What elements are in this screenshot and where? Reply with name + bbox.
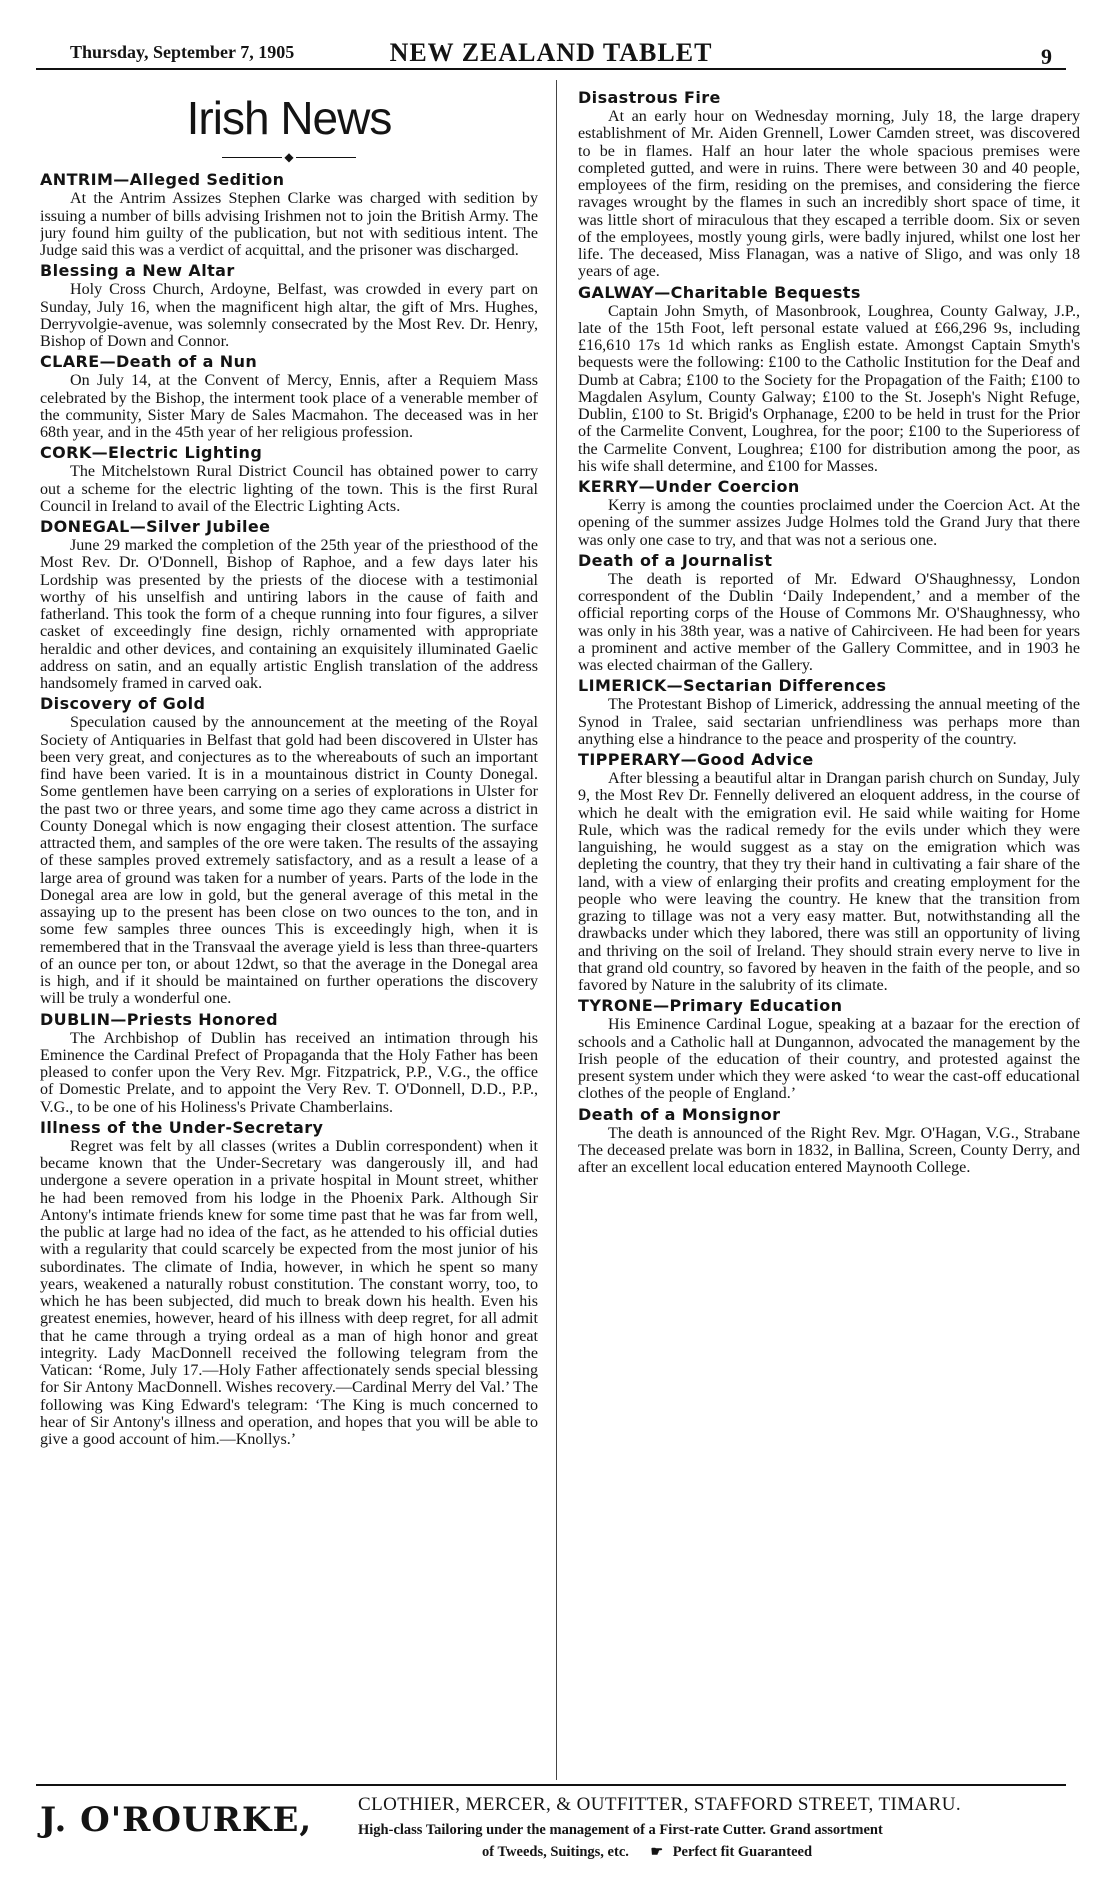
article-heading: DONEGAL—Silver Jubilee xyxy=(40,517,271,537)
article xyxy=(40,170,538,259)
article-heading: ANTRIM—Alleged Sedition xyxy=(40,170,285,190)
diamond-ornament-icon: ◆ xyxy=(284,150,294,165)
article-heading: Death of a Journalist xyxy=(578,550,773,570)
title-ornament xyxy=(40,150,538,164)
article xyxy=(40,352,538,441)
article xyxy=(578,996,1080,1102)
article-paragraph: Kerry is among the counties proclaimed under the Coercion Act. At the opening of the summer assizes Judge Holmes told the Grand Jury that there was only one case to try, and that was not a serious one. xyxy=(578,497,1080,549)
article-heading: LIMERICK—Sectarian Differences xyxy=(578,676,887,696)
article xyxy=(578,283,1080,476)
article-heading: KERRY—Under Coercion xyxy=(578,477,800,496)
article xyxy=(40,443,538,515)
advertiser-guarantee: Perfect fit Guaranteed xyxy=(672,1844,813,1860)
article xyxy=(578,88,1080,281)
article-paragraph: His Eminence Cardinal Logue, speaking at a bazaar for the erection of schools and a Catholic hall at Dungannon, advocated the management by the Irish people of the education of their country, and protested against the present system under which they were asked ‘to wear the cast-off educational clothes of the people of England.’ xyxy=(578,1016,1080,1103)
article xyxy=(40,261,538,350)
pointing-hand-icon: ☛ xyxy=(650,1845,664,1860)
column-divider xyxy=(556,80,557,1780)
newspaper-title: NEW ZEALAND TABLET xyxy=(389,38,713,67)
article-heading: Disastrous Fire xyxy=(578,88,721,107)
article-heading: Discovery of Gold xyxy=(40,694,206,714)
issue-date: Thursday, September 7, 1905 xyxy=(70,42,295,62)
article-paragraph: The death is reported of Mr. Edward O'Shaughnessy, London correspondent of the Dublin ‘Daily Independent,’ and a member of the official reporting corps of the House of Commons Mr. O'Shaughnessy, who was only in his 38th year, was a native of Cahirciveen. He had been for years a prominent and active member of the Gallery Committee, and in 1903 he was elected chairman of the Gallery. xyxy=(578,570,1080,674)
article-paragraph: The Mitchelstown Rural District Council has obtained power to carry out a scheme for the electric lighting of the town. This is the first Rural Council in Ireland to avail of the Electric Lighting Acts. xyxy=(40,463,538,515)
advertiser-goods: of Tweeds, Suitings, etc. xyxy=(482,1844,629,1860)
article-heading: Blessing a New Altar xyxy=(40,261,235,281)
article-paragraph: At the Antrim Assizes Stephen Clarke was charged with sedition by issuing a number of bills advising Irishmen not to join the British Army. The jury found him guilty of the publication, but not with seditious intent. The Judge said this was a verdict of acquittal, and the prisoner was discharged. xyxy=(40,190,538,260)
article-paragraph: After blessing a beautiful altar in Drangan parish church on Sunday, July 9, the Most Rev Dr. Fennelly delivered an eloquent address, in the course of which he dealt with the emigration evil. He said while waiting for Home Rule, which was the radical remedy for the evils under which they were languishing, he would suggest as a stay on the emigration which was depleting the country, that they try their hand in cultivating a fair share of the land, with a view of enlarging their profits and creating employment for the people who were leaving the country. He knew that the transition from grazing to tillage was not a very easy matter. But, notwithstanding all the drawbacks under which they labored, there was still an opportunity of living and thriving on the soil of Ireland. They should strain every nerve to live in that grand old country, so favored by heaven in the faith of the people, and so favored by Nature in the salubrity of its climate. xyxy=(578,770,1080,994)
article-paragraph: On July 14, at the Convent of Mercy, Ennis, after a Requiem Mass celebrated by the Bishop, the interment took place of a venerable member of the community, Sister Mary de Sales Macmahon. The deceased was in her 68th year, and in the 45th year of her religious profession. xyxy=(40,372,538,442)
advertiser-tagline: High-class Tailoring under the management of a First-rate Cutter. Grand assortment xyxy=(358,1822,883,1838)
article-paragraph: At an early hour on Wednesday morning, July 18, the large drapery establishment of Mr. Aiden Grennell, Lower Camden street, was discovered to be in flames. Half an hour later the whole spacious premises were completed gutted, and were in ruins. There were between 30 and 40 people, employees of the firm, residing on the premises, and considering the fierce ravages wrought by the flames in such an incredibly short space of time, it was little short of miraculous that they escaped a terrible doom. Six or seven of the employees, mostly young girls, were badly injured, whilst one lost her life. The deceased, Miss Flanagan, was a native of Sligo, and was only 18 years of age. xyxy=(578,108,1080,281)
advertiser-tagline-end xyxy=(482,1844,812,1861)
article-paragraph: Regret was felt by all classes (writes a Dublin correspondent) when it became known that the Under-Secretary was dangerously ill, and had undergone a severe operation in a private hospital in Mount street, whither he had been removed from his lodge in the Phoenix Park. Although Sir Antony's intimate friends knew for some time past that he was far from well, the public at large had no idea of the fact, as he attended to his official duties with a regularity that could scarcely be expected from the most junior of his subordinates. The climate of India, however, in which he spent so many years, weakened a naturally robust constitution. The constant worry, too, to which he has been subjected, did much to break down his health. Even his greatest enemies, however, heard of his illness with deep regret, for all admit that he came through a trying ordeal as a man of high honor and great integrity. Lady MacDonnell received the following telegram from the Vatican: ‘Rome, July 17.—Holy Father affectionately sends special blessing for Sir Antony MacDonnell. Wishes recovery.—Cardinal Merry del Val.’ The following was King Edward's telegram: ‘The King is much concerned to hear of Sir Antony's illness and operation, and hopes that you will be able to give a good account of him.—Knollys.’ xyxy=(40,1137,538,1449)
article-paragraph: The Protestant Bishop of Limerick, addressing the annual meeting of the Synod in Tralee, said sectarian unfriendliness was perhaps more than anything else a hindrance to the peace and prosperity of the country. xyxy=(578,696,1080,748)
left-column xyxy=(40,78,538,1718)
masthead xyxy=(36,38,1066,70)
article-paragraph: June 29 marked the completion of the 25th year of the priesthood of the Most Rev. Dr. O'Donnell, Bishop of Raphoe, and a few days later his Lordship was presented by the priests of the diocese with a testimonial worthy of his unselfish and untiring labors in the cause of faith and fatherland. This took the form of a cheque running into four figures, a silver casket of exceedingly fine design, richly ornamented with appropriate heraldic and other devices, and containing an exquisitely illuminated Gaelic address on satin, and an equally artistic English translation of the address handsomely framed in carved oak. xyxy=(40,537,538,693)
advertiser-name: J. O'ROURKE, xyxy=(40,1800,313,1840)
article-heading: Illness of the Under-Secretary xyxy=(40,1117,324,1137)
article-heading: TYRONE—Primary Education xyxy=(578,996,843,1016)
article xyxy=(578,676,1080,748)
article xyxy=(40,694,538,1007)
article xyxy=(40,517,538,692)
article-paragraph: Holy Cross Church, Ardoyne, Belfast, was crowded in every part on Sunday, July 16, when the magnificent high altar, the gift of Mrs. Hughes, Derryvolgie-avenue, was solemnly consecrated by the Most Rev. Dr. Henry, Bishop of Down and Connor. xyxy=(40,281,538,351)
article xyxy=(578,477,1080,549)
article-paragraph: The death is announced of the Right Rev. Mgr. O'Hagan, V.G., Strabane The deceased prelate was born in 1832, in Ballina, Screen, County Derry, and after an excellent local education entered Maynooth College. xyxy=(578,1124,1080,1176)
article xyxy=(578,1105,1080,1177)
article xyxy=(40,1010,538,1116)
article-paragraph: Speculation caused by the announcement at the meeting of the Royal Society of Antiquaries in Belfast that gold had been discovered in Ulster has been very great, and conjectures as to the whereabouts of such an important find have been varied. It is in a mountainous district in County Donegal. Some gentlemen have been carrying on a series of explorations in Ulster for the past two or three years, and some time ago they came across a district in County Donegal which is now engaging their closest attention. The surface attracted them, and samples of the ore were taken. The results of the assaying of these samples proved extremely satisfactory, and as a result a lease of a large area of ground was taken for a number of years. Parts of the lode in the Donegal area are low in gold, but the general average of this metal in the assaying up to the present has been close on two ounces to the ton, and in some few samples three ounces This is exceedingly high, when it is remembered that in the Transvaal the average yield is less than three-quarters of an ounce per ton, or about 12dwt, so that the average in the Donegal area is high, and if it should be maintained on further operations the discovery will be truly a wonderful one. xyxy=(40,714,538,1008)
article xyxy=(40,1118,538,1449)
right-column xyxy=(578,88,1080,1728)
article-heading: DUBLIN—Priests Honored xyxy=(40,1009,278,1029)
article-heading: GALWAY—Charitable Bequests xyxy=(578,282,861,302)
article xyxy=(578,750,1080,994)
footer-divider xyxy=(36,1784,1066,1786)
advertiser-trade: CLOTHIER, MERCER, & OUTFITTER, STAFFORD STREET, TIMARU. xyxy=(358,1794,961,1815)
advertisement xyxy=(40,1790,1070,1870)
article-heading: TIPPERARY—Good Advice xyxy=(578,750,814,769)
page-number: 9 xyxy=(1041,44,1052,69)
article-heading: Death of a Monsignor xyxy=(578,1104,781,1124)
article-heading: CLARE—Death of a Nun xyxy=(40,352,258,372)
article-paragraph: The Archbishop of Dublin has received an intimation through his Eminence the Cardinal Prefect of Propaganda that the Holy Father has been pleased to confer upon the Very Rev. Mgr. Fitzpatrick, P.P., V.G., the office of Domestic Prelate, and to appoint the Very Rev. T. O'Donnell, D.D., P.P., V.G., to be one of his Holiness's Private Chamberlains. xyxy=(40,1029,538,1116)
article xyxy=(578,551,1080,675)
article-paragraph: Captain John Smyth, of Masonbrook, Loughrea, County Galway, J.P., late of the 15th Foot, left personal estate valued at £66,296 9s, including £16,610 17s 1d which ranks as English estate. Amongst Captain Smyth's bequests were the following: £100 to the Catholic Institution for the Deaf and Dumb at Cabra; £100 to the Society for the Propagation of the Faith; £100 to Magdalen Asylum, County Galway; £100 to the St. Joseph's Night Refuge, Dublin, £100 to St. Brigid's Orphanage, £200 to be held in trust for the Prior of the Carmelite Convent, Loughrea, for the poor; £100 to the Superioress of the Carmelite Convent, Loughrea; £100 for distribution among the poor, as his wife shall determine, and £100 for Masses. xyxy=(578,302,1080,475)
section-title: Irish News xyxy=(186,92,392,144)
article-heading: CORK—Electric Lighting xyxy=(40,443,263,463)
